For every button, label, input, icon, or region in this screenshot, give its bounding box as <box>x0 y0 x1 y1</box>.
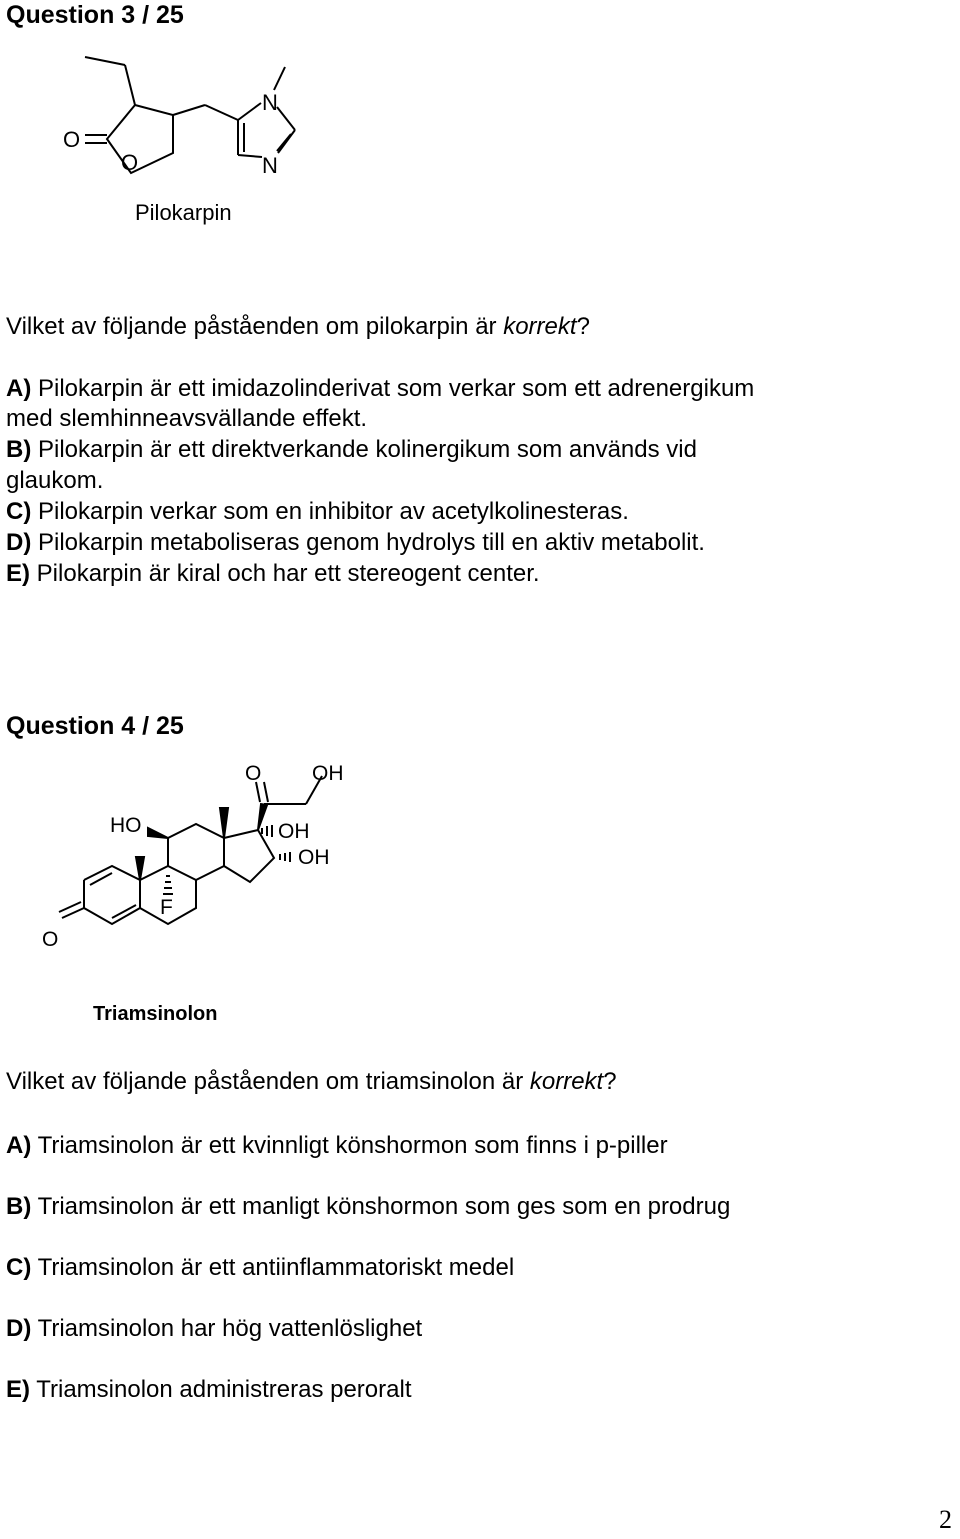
triamsinolon-structure <box>40 758 400 1028</box>
atom-o-ring: O <box>121 150 139 175</box>
q3-option-c: C) Pilokarpin verkar som en inhibitor av acetylkolinesteras. <box>6 498 629 525</box>
atom-oh-21: OH <box>312 762 344 785</box>
q3-option-d: D) Pilokarpin metaboliseras genom hydrolys till en aktiv metabolit. <box>6 529 705 556</box>
question-3-prompt: Vilket av följande påståenden om pilokarpin är korrekt? <box>6 313 590 340</box>
atom-o-carbonyl: O <box>63 127 81 152</box>
structure-name-pilokarpin: Pilokarpin <box>135 200 232 225</box>
atom-o-3: O <box>42 928 59 951</box>
q3-option-b-line2: glaukom. <box>6 467 104 494</box>
q4-option-e: E) Triamsinolon administreras peroralt <box>6 1376 412 1403</box>
question-4-heading: Question 4 / 25 <box>6 712 184 740</box>
page-number: 2 <box>939 1505 952 1534</box>
pilokarpin-structure <box>55 45 375 245</box>
q3-option-a-line2: med slemhinneavsvällande effekt. <box>6 405 368 432</box>
q4-option-c: C) Triamsinolon är ett antiinflammatoriskt medel <box>6 1254 515 1281</box>
atom-o-keto: O <box>245 762 262 785</box>
q4-option-b: B) Triamsinolon är ett manligt könshormon som ges som en prodrug <box>6 1193 731 1220</box>
question-4-prompt: Vilket av följande påståenden om triamsinolon är korrekt? <box>6 1068 617 1095</box>
atom-f-9: F <box>160 896 173 919</box>
atom-oh-17: OH <box>278 820 310 843</box>
atom-oh-16: OH <box>298 846 330 869</box>
atom-n-methyl: N <box>262 90 278 115</box>
structure-name-triamsinolon: Triamsinolon <box>93 1003 218 1025</box>
atom-ho-11: HO <box>110 814 142 837</box>
q3-option-e: E) Pilokarpin är kiral och har ett stereogent center. <box>6 560 540 587</box>
atom-n-ring: N <box>262 153 278 178</box>
q3-option-b-line1: B) Pilokarpin är ett direktverkande kolinergikum som används vid <box>6 436 697 463</box>
q4-option-d: D) Triamsinolon har hög vattenlöslighet <box>6 1315 423 1342</box>
question-3-heading: Question 3 / 25 <box>6 1 184 29</box>
q3-option-a-line1: A) Pilokarpin är ett imidazolinderivat som verkar som ett adrenergikum <box>6 375 755 402</box>
q4-option-a: A) Triamsinolon är ett kvinnligt könshormon som finns i p-piller <box>6 1132 668 1159</box>
